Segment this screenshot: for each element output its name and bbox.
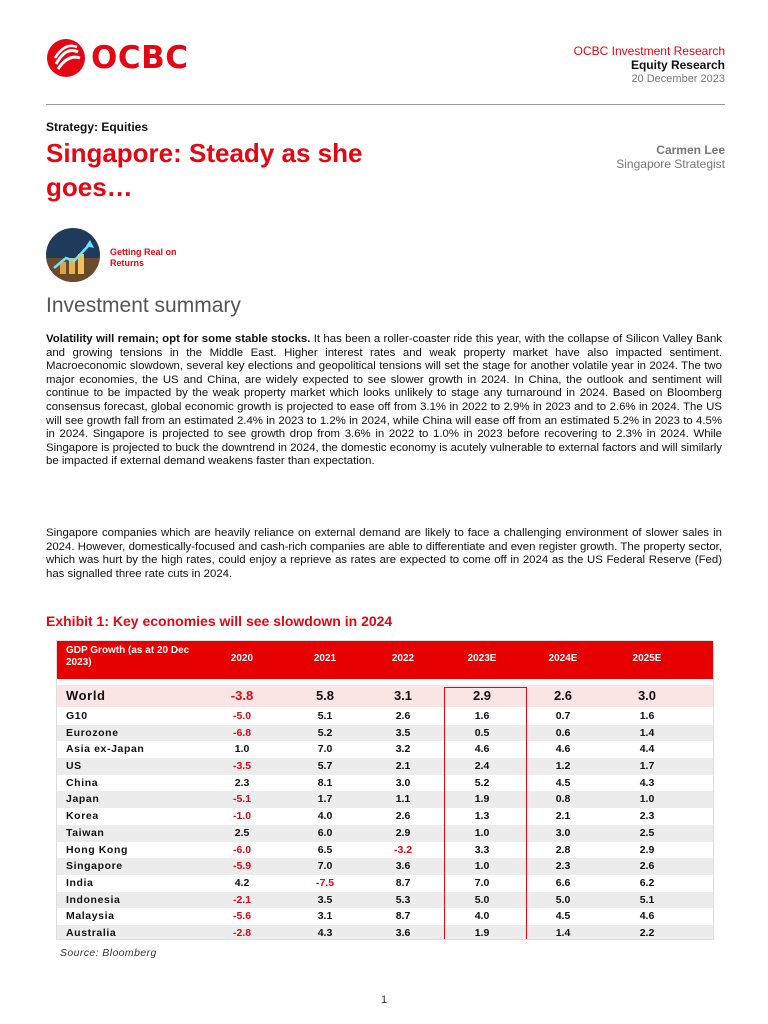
table-cell: 4.4 xyxy=(639,743,655,756)
row-name: Asia ex-Japan xyxy=(66,743,145,756)
row-name: G10 xyxy=(66,710,88,722)
table-cell: 8.7 xyxy=(395,876,411,889)
table-cell: 1.1 xyxy=(395,793,411,806)
table-cell: 1.2 xyxy=(555,760,571,773)
header-divider xyxy=(46,104,725,105)
col-header: 2021 xyxy=(313,653,337,664)
table-cell: 7.0 xyxy=(474,876,490,889)
table-source: Source: Bloomberg xyxy=(60,947,157,959)
table-cell: 3.6 xyxy=(395,926,411,939)
table-cell: -3.2 xyxy=(393,843,413,856)
table-cell: 5.2 xyxy=(474,776,490,789)
table-cell: 3.0 xyxy=(637,688,657,703)
table-cell: 6.5 xyxy=(317,843,333,856)
table-cell: 7.0 xyxy=(317,860,333,873)
table-cell: 1.0 xyxy=(474,826,490,839)
table-cell: 0.7 xyxy=(555,710,571,722)
table-cell: 5.1 xyxy=(317,710,333,722)
table-cell: 1.9 xyxy=(474,793,490,806)
table-cell: -5.1 xyxy=(232,793,252,806)
table-row xyxy=(57,875,713,892)
col-header: 2023E xyxy=(467,653,497,664)
row-name: Australia xyxy=(66,926,117,939)
table-cell: 0.6 xyxy=(555,726,571,739)
table-cell: -6.8 xyxy=(232,726,252,739)
table-cell: 2.2 xyxy=(639,926,655,939)
table-cell: 2.6 xyxy=(395,710,411,722)
report-title: Singapore: Steady as she goes… xyxy=(46,138,363,202)
table-cell: -5.6 xyxy=(232,910,252,923)
table-cell: 2.5 xyxy=(639,826,655,839)
table-cell: 2.6 xyxy=(553,688,573,703)
table-cell: 3.0 xyxy=(555,826,571,839)
table-cell: 3.5 xyxy=(395,726,411,739)
row-name: Hong Kong xyxy=(66,843,128,856)
ocbc-logo xyxy=(46,38,188,78)
table-cell: 0.8 xyxy=(555,793,571,806)
table-cell: 2.9 xyxy=(395,826,411,839)
table-cell: 1.7 xyxy=(317,793,333,806)
table-cell: 2.9 xyxy=(639,843,655,856)
table-cell: 5.7 xyxy=(317,760,333,773)
table-cell: 6.2 xyxy=(639,876,655,889)
table-cell: 3.1 xyxy=(317,910,333,923)
table-cell: 4.6 xyxy=(555,743,571,756)
row-name: India xyxy=(66,876,94,889)
table-cell: 1.0 xyxy=(474,860,490,873)
table-row xyxy=(57,791,713,808)
table-cell: 3.6 xyxy=(395,860,411,873)
table-cell: 8.1 xyxy=(317,776,333,789)
table-cell: 4.5 xyxy=(555,910,571,923)
table-cell: 1.0 xyxy=(639,793,655,806)
table-cell: 2.1 xyxy=(395,760,411,773)
table-cell: 1.6 xyxy=(474,710,490,722)
col-header: 2024E xyxy=(548,653,578,664)
gdp-growth-table xyxy=(56,640,714,940)
table-cell: 5.2 xyxy=(317,726,333,739)
col-header: 2022 xyxy=(391,653,415,664)
table-cell: 8.7 xyxy=(395,910,411,923)
summary-lead: Volatility will remain; opt for some stable stocks. xyxy=(46,333,311,345)
table-cell: 5.0 xyxy=(474,893,490,906)
row-name: Taiwan xyxy=(66,826,105,839)
row-name: Indonesia xyxy=(66,893,121,906)
author-block xyxy=(616,143,725,171)
header-label: GDP Growth (as at 20 Dec 2023) xyxy=(66,645,190,668)
table-cell: -5.9 xyxy=(232,860,252,873)
page-number: 1 xyxy=(380,994,388,1006)
col-header: 2020 xyxy=(230,653,254,664)
exhibit-title: Exhibit 1: Key economies will see slowdown in 2024 xyxy=(46,613,393,629)
table-cell: 3.2 xyxy=(395,743,411,756)
table-row xyxy=(57,908,713,925)
summary-body: It has been a roller-coaster ride this year, with the collapse of Silicon Valley Bank and growing tensions in the Middle East. Higher interest rates and weak property market have also impacted sentiment. Macroeconomic slowdown, several key elections and geopolitical tensions will set the stage for another volatile year in 2024. The two major economies, the US and China, are widely expected to see slower growth in 2024. In China, the outlook and sentiment will continue to be impacted by the weak property market which looks unlikely to stage any turnaround in 2024. Based on Bloomberg consensus forecast, global economic growth is projected to ease off from 3.1% in 2022 to 2.9% in 2023 and to 2.6% in 2024. The US will see growth fall from an estimated 2.4% in 2023 to 1.2% in 2024, while China will ease off from an estimated 5.2% in 2023 to 4.5% in 2024. Singapore is projected to see growth drop from 3.6% in 2022 to 1.0% in 2023 before recovering to 2.3% in 2024. While Singapore is projected to buck the downtrend in 2024, the domestic economy is acutely vulnerable to external factors and will similarly be impacted if external demand weakens faster than expectation. xyxy=(46,333,722,468)
table-cell: 4.3 xyxy=(317,926,333,939)
table-cell: 2.3 xyxy=(234,776,250,789)
table-cell: 6.0 xyxy=(317,826,333,839)
table-row xyxy=(57,725,713,742)
table-cell: 5.1 xyxy=(639,893,655,906)
growth-chart-icon xyxy=(46,228,100,282)
table-cell: 1.0 xyxy=(234,743,250,756)
section-heading: Investment summary xyxy=(46,294,241,317)
author-role: Singapore Strategist xyxy=(616,157,725,171)
table-row xyxy=(57,925,713,940)
row-name: US xyxy=(66,760,82,773)
table-cell: 1.4 xyxy=(639,726,655,739)
table-row xyxy=(57,892,713,909)
table-row xyxy=(57,825,713,842)
table-cell: 4.2 xyxy=(234,876,250,889)
table-cell: -3.8 xyxy=(230,688,254,703)
report-date: 20 December 2023 xyxy=(631,73,725,85)
table-cell: 0.5 xyxy=(474,726,490,739)
author-name: Carmen Lee xyxy=(656,143,725,157)
table-cell: 3.5 xyxy=(317,893,333,906)
ocbc-logo-icon xyxy=(46,38,86,78)
table-cell: -5.0 xyxy=(232,710,252,722)
table-cell: 3.1 xyxy=(393,688,413,703)
table-cell: -7.5 xyxy=(315,876,335,889)
table-cell: 5.3 xyxy=(395,893,411,906)
table-cell: 2.6 xyxy=(395,810,411,823)
table-cell: 5.0 xyxy=(555,893,571,906)
table-row xyxy=(57,758,713,775)
row-name: World xyxy=(66,688,106,703)
table-cell: 2.4 xyxy=(474,760,490,773)
table-row xyxy=(57,858,713,875)
table-row xyxy=(57,775,713,792)
table-cell: 2.5 xyxy=(234,826,250,839)
table-cell: 2.1 xyxy=(555,810,571,823)
table-cell: 4.6 xyxy=(474,743,490,756)
logo-text: OCBC xyxy=(91,40,189,76)
col-header: 2025E xyxy=(632,653,662,664)
table-row xyxy=(57,708,713,725)
org-name: OCBC Investment Research xyxy=(573,44,725,58)
report-header xyxy=(574,44,725,86)
table-cell: 1.4 xyxy=(555,926,571,939)
table-cell: 2.8 xyxy=(555,843,571,856)
table-cell: 3.3 xyxy=(474,843,490,856)
table-row xyxy=(57,741,713,758)
table-cell: 1.7 xyxy=(639,760,655,773)
summary-paragraph-2: Singapore companies which are heavily reliance on external demand are likely to face a challenging environment of slower sales in 2024. However, domestically-focused and cash-rich companies are able to differentiate and even register growth. The property sector, which was hurt by the high rates, could enjoy a reprieve as rates are expected to come off in 2024 as the US Federal Reserve (Fed) has signalled three rate cuts in 2024. xyxy=(46,527,722,580)
thumbnail-caption: Getting Real on Returns xyxy=(110,247,177,268)
row-name: Japan xyxy=(66,793,100,806)
table-cell: 1.6 xyxy=(639,710,655,722)
2023e-highlight-box xyxy=(444,687,527,940)
table-cell: 4.0 xyxy=(474,910,490,923)
table-cell: 6.6 xyxy=(555,876,571,889)
table-row xyxy=(57,808,713,825)
row-name: Singapore xyxy=(66,860,123,873)
table-cell: 2.3 xyxy=(639,810,655,823)
table-cell: 4.6 xyxy=(639,910,655,923)
table-cell: 3.0 xyxy=(395,776,411,789)
report-thumbnail xyxy=(46,228,100,282)
row-name: Malaysia xyxy=(66,910,115,923)
table-cell: -2.8 xyxy=(232,926,252,939)
strategy-label: Strategy: Equities xyxy=(46,120,149,134)
table-cell: 5.8 xyxy=(315,688,335,703)
table-cell: -2.1 xyxy=(232,893,252,906)
dept-name: Equity Research xyxy=(630,58,725,72)
table-header xyxy=(57,641,713,679)
table-cell: -6.0 xyxy=(232,843,252,856)
table-cell: 4.5 xyxy=(555,776,571,789)
table-cell: 2.6 xyxy=(639,860,655,873)
table-cell: 2.3 xyxy=(555,860,571,873)
table-body xyxy=(57,708,713,940)
summary-paragraph-1 xyxy=(46,333,722,469)
table-cell: 4.3 xyxy=(639,776,655,789)
table-row xyxy=(57,842,713,859)
table-cell: -1.0 xyxy=(232,810,252,823)
table-cell: 2.9 xyxy=(472,688,492,703)
row-name: Eurozone xyxy=(66,726,119,739)
table-cell: 1.9 xyxy=(474,926,490,939)
table-cell: 1.3 xyxy=(474,810,490,823)
row-name: Korea xyxy=(66,810,99,823)
table-cell: 7.0 xyxy=(317,743,333,756)
table-cell: -3.5 xyxy=(232,760,252,773)
world-row xyxy=(57,685,713,707)
table-cell: 4.0 xyxy=(317,810,333,823)
row-name: China xyxy=(66,776,99,789)
